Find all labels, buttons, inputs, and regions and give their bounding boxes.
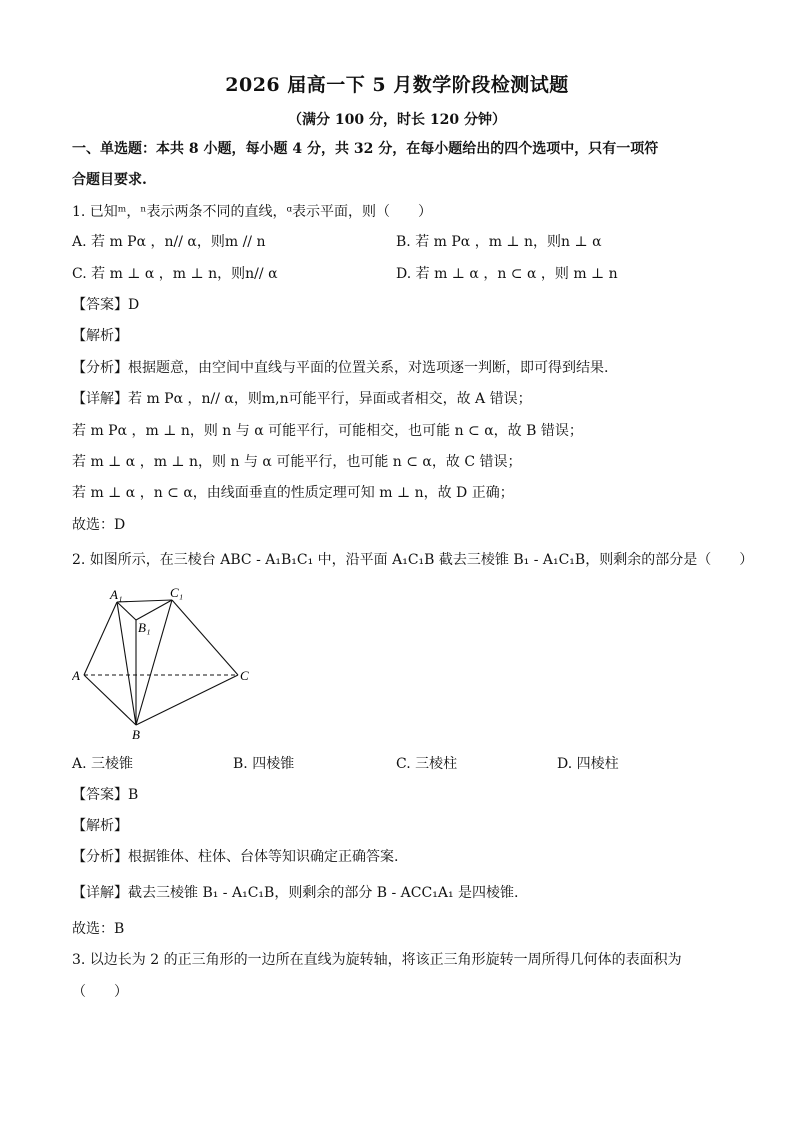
edge-c1-c [172, 600, 238, 675]
q2-option-d: D. 四棱柱 [557, 756, 619, 772]
q1-fenxi: 【分析】根据题意，由空间中直线与平面的位置关系，对选项逐一判断，即可得到结果. [72, 360, 609, 376]
edge-a1-b [117, 602, 136, 725]
q1-option-b: B. 若 m Pα ，m ⊥ n，则n ⊥ α [396, 234, 602, 250]
label-b: B [132, 727, 140, 742]
q2-analysis-tag: 【解析】 [72, 818, 128, 834]
q2-option-a: A. 三棱锥 [72, 756, 134, 772]
label-b1: B₁ [138, 620, 151, 635]
q3-stem-paren: （ ） [72, 984, 128, 1000]
q2-option-b: B. 四棱锥 [233, 756, 295, 772]
q1-detail-4: 若 m ⊥ α ，n ⊂ α，由线面垂直的性质定理可知 m ⊥ n，故 D 正确； [72, 485, 514, 501]
q1-detail-3: 若 m ⊥ α ，m ⊥ n，则 n 与 α 可能平行，也可能 n ⊂ α，故 C 错误； [72, 454, 522, 470]
edge-a1-a [84, 602, 117, 675]
q1-detail-1: 【详解】若 m Pα ，n// α，则m,n可能平行，异面或者相交，故 A 错误； [72, 391, 532, 407]
q1-option-a: A. 若 m Pα ，n// α，则m // n [72, 234, 266, 250]
q1-option-c: C. 若 m ⊥ α ，m ⊥ n，则n// α [72, 266, 278, 282]
q2-choose: 故选：B [72, 921, 125, 937]
edge-a1-c1 [117, 600, 172, 602]
q1-stem: 1. 已知ᵐ，ⁿ表示两条不同的直线，ᵅ表示平面，则（ ） [72, 204, 433, 220]
edge-a-b [84, 675, 136, 725]
q1-option-d: D. 若 m ⊥ α ，n ⊂ α ，则 m ⊥ n [396, 266, 618, 282]
q2-fenxi: 【分析】根据锥体、柱体、台体等知识确定正确答案. [72, 849, 399, 865]
q1-answer: 【答案】D [72, 297, 140, 313]
q2-stem: 2. 如图所示，在三棱台 ABC - A₁B₁C₁ 中，沿平面 A₁C₁B 截去三棱锥 B₁ - A₁C₁B，则剩余的部分是（ ） [72, 552, 754, 568]
q1-choose: 故选：D [72, 517, 126, 533]
page-title: 2026 届高一下 5 月数学阶段检测试题 [225, 74, 569, 96]
label-a1: A₁ [110, 587, 123, 602]
edge-c1-b [136, 600, 172, 725]
section-heading-line1: 一、单选题：本共 8 小题，每小题 4 分，共 32 分，在每小题给出的四个选项中，只有一项符 [72, 141, 659, 157]
section-heading-line2: 合题目要求. [72, 172, 147, 188]
page-subtitle: （满分 100 分，时长 120 分钟） [288, 112, 506, 128]
label-a: A [72, 668, 80, 683]
q2-option-c: C. 三棱柱 [396, 756, 458, 772]
label-c1: C₁ [170, 585, 184, 600]
frustum-figure [72, 585, 272, 745]
q1-analysis-tag: 【解析】 [72, 328, 128, 344]
q1-detail-2: 若 m Pα ，m ⊥ n，则 n 与 α 可能平行，可能相交，也可能 n ⊂ α，故 B 错误； [72, 423, 583, 439]
q2-answer: 【答案】B [72, 787, 139, 803]
q2-detail: 【详解】截去三棱锥 B₁ - A₁C₁B，则剩余的部分 B - ACC₁A₁ 是四棱锥. [72, 885, 519, 901]
label-c: C [240, 668, 249, 683]
edge-c-b [136, 675, 238, 725]
q3-stem: 3. 以边长为 2 的正三角形的一边所在直线为旋转轴，将该正三角形旋转一周所得几何体的表面积为 [72, 952, 682, 968]
